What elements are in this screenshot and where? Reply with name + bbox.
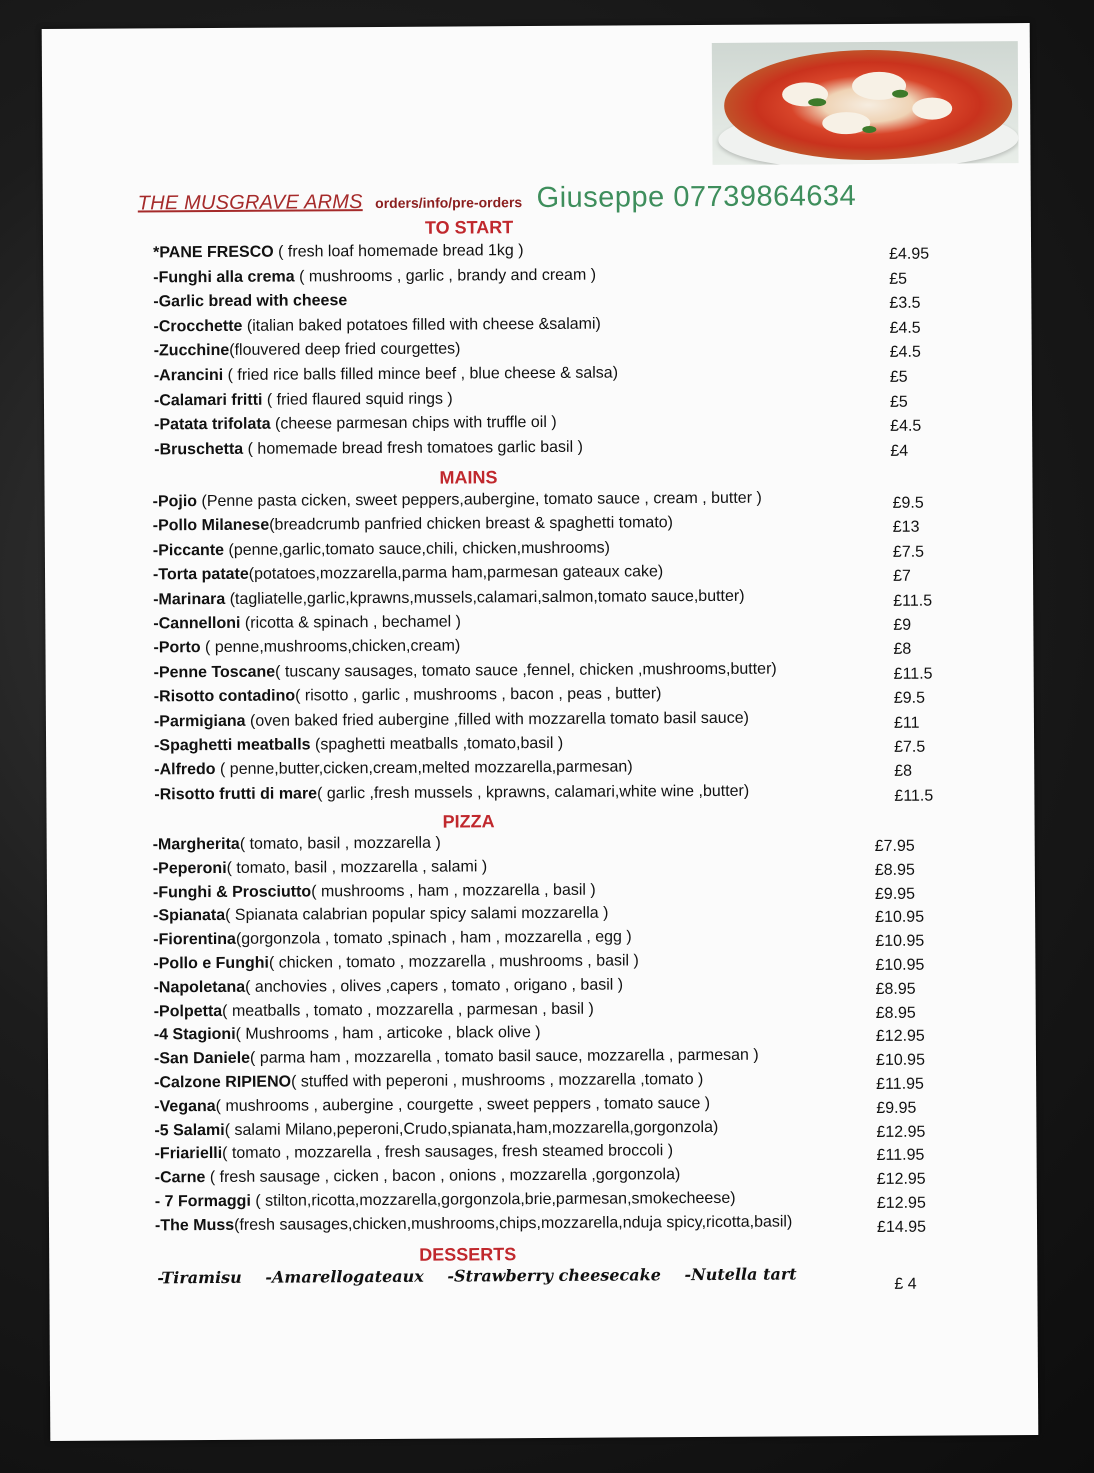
menu-item [154,439,583,460]
menu-item [153,315,600,336]
menu-item-price: £10.95 [875,932,925,951]
menu-item-name: -San Daniele [153,1049,251,1068]
menu-item [153,835,441,855]
menu-item-name: -Calamari fritti [153,391,263,409]
menu-item-price: £11.95 [876,1075,924,1093]
menu-item [153,929,632,950]
dessert-list [157,1264,814,1287]
menu-item [154,685,662,706]
menu-item-price: £11.5 [893,665,933,683]
menu-item-description: ( mushrooms , ham , mozzarella , basil ) [311,881,596,900]
menu-item [154,414,557,434]
menu-item-description: ( tomato, basil , mozzarella ) [239,834,441,853]
menu-item-name: -Polpetta [153,1002,223,1020]
menu-item [154,1095,710,1116]
menu-item [154,759,633,780]
menu-item-price: £5 [889,393,908,411]
menu-item [153,266,596,287]
menu-item-price: £11 [893,714,920,732]
menu-item-description: ( risotto , garlic , mushrooms , bacon , peas , butter) [295,685,662,705]
menu-item [153,638,460,658]
menu-item [153,515,673,536]
dessert-item: -Strawberry cheesecake [447,1265,661,1286]
menu-item-name: -Calzone RIPIENO [154,1073,292,1092]
menu-item-description: ( fried rice balls filled mince beef , blue cheese & salsa) [223,364,619,384]
menu-item-price: £7 [893,567,911,586]
menu-item [154,365,618,386]
menu-item-price: £9.95 [874,885,916,903]
menu-item-description: ( meatballs , tomato , mozzarella , parmesan , basil ) [222,1000,594,1020]
menu-item-name: -Spianata [153,907,226,925]
menu-item-price: £4 [890,442,909,460]
menu-item-price: £10.95 [875,909,925,927]
menu-item-price: £8 [894,763,913,781]
menu-item-price: £8.95 [875,1004,916,1022]
menu-item-description: ( stuffed with peperoni , mushrooms , mozzarella ,tomato ) [290,1071,704,1091]
menu-item-price: £12.95 [876,1194,926,1212]
menu-item-price: £11.95 [876,1147,925,1165]
menu-item-description: (fresh sausages,chicken,mushrooms,chips,mozzarella,nduja spicy,ricotta,basil) [234,1213,793,1234]
menu-item-description: (penne,garlic,tomato sauce,chili, chicken,mushrooms) [223,539,611,559]
menu-item [154,735,563,755]
dessert-item: -Tiramisu [157,1267,242,1288]
basil-leaf [808,98,826,106]
dessert-item: -Nutella tart [684,1264,797,1285]
menu-item-name: -Alfredo [154,761,216,779]
menu-item-name: -Crocchette [153,317,243,336]
menu-item [153,292,347,311]
cheese-blob [912,97,952,119]
menu-item-price: £3.5 [889,294,921,313]
menu-item [153,858,487,878]
menu-item-description: ( Mushrooms , ham , articoke , black olive ) [235,1024,541,1044]
menu-item-price: £10.95 [875,1051,926,1070]
menu-item-name: -Porto [153,639,201,657]
menu-item [153,539,610,560]
menu-item-price: £10.95 [875,956,925,974]
menu-item-price: £4.5 [889,344,921,362]
menu-item [154,1024,541,1044]
menu-item-price: £11.5 [893,592,933,610]
menu-item-name: -Bruschetta [154,440,244,459]
menu-item-description: ( anchovies , olives ,capers , tomato , origano , basil ) [245,976,624,996]
menu-item-name: -Risotto contadino [153,687,296,706]
menu-item-description: ( tomato, basil , mozzarella , salami ) [226,858,488,877]
menu-item-name: - 7 Formaggi [154,1192,251,1211]
menu-item-name: -Friarielli [154,1145,223,1163]
menu-item-description: ( penne,butter,cicken,cream,melted mozzarella,parmesan) [215,758,633,779]
menu-sheet [42,23,1039,1441]
menu-item-price: £7.5 [894,738,926,756]
menu-item-description: (italian baked potatoes filled with cheese &salami) [242,315,601,335]
menu-item-description: ( mushrooms , garlic , brandy and cream ) [294,266,597,286]
menu-item [155,1213,792,1235]
menu-item-description: ( homemade bread fresh tomatoes garlic basil ) [243,438,583,458]
menu-item [153,881,596,902]
menu-item-description: ( garlic ,fresh mussels , kprawns, calamari,white wine ,butter) [316,782,750,803]
menu-item-price: £9.95 [876,1099,917,1117]
menu-item-description: ( tomato , mozzarella , fresh sausages, fresh steamed broccoli ) [222,1142,674,1163]
menu-item-description: ( parma ham , mozzarella , tomato basil sauce, mozzarella , parmesan ) [249,1046,759,1067]
menu-item-description: (oven baked fried aubergine ,filled with mozzarella tomato basil sauce) [245,709,749,730]
menu-item-name: -Pojio [152,493,198,511]
menu-item [153,242,524,262]
menu-item-name: -Margherita [152,835,240,854]
menu-item-name: -Fiorentina [153,931,236,949]
menu-item-name: -Vegana [154,1097,216,1116]
menu-item-description: ( fresh sausage , cicken , bacon , onions , mozzarella ,gorgonzola) [205,1166,681,1187]
menu-item-description: (gorgonzola , tomato ,spinach , ham , mozzarella , egg ) [235,928,632,949]
menu-item-description: ( fresh loaf homemade bread 1kg ) [273,242,524,261]
header [138,180,857,217]
menu-item-name: -Pollo Milanese [152,517,270,535]
menu-item-description: (ricotta & spinach , bechamel ) [240,613,462,632]
menu-item-name: -4 Stagioni [153,1026,236,1044]
menu-item-price: £14.95 [876,1218,927,1236]
menu-item-name: -Zucchine [153,342,230,360]
menu-item-name: -Peperoni [152,859,227,878]
menu-item-description: (potatoes,mozzarella,parma ham,parmesan gateaux cake) [248,563,664,583]
menu-item-price: £8.95 [874,861,915,879]
menu-item [154,1071,703,1092]
menu-item-description: (tagliatelle,garlic,kprawns,mussels,calamari,salmon,tomato sauce,butter) [225,587,745,608]
menu-item-price: £5 [889,368,908,386]
restaurant-name: THE MUSGRAVE ARMS [137,191,363,215]
section-title-mains: MAINS [439,467,498,488]
menu-item-name: -Marinara [153,590,226,608]
menu-item-name: -Napoletana [153,978,246,997]
menu-item-price: £8.95 [875,980,916,998]
menu-item [153,490,762,512]
dessert-price: £ 4 [894,1275,917,1293]
menu-item [154,1119,718,1140]
phone-contact: Giuseppe 07739864634 [536,180,857,215]
orders-label: orders/info/pre-orders [375,194,523,211]
menu-item [153,952,639,973]
menu-item-price: £5 [889,270,908,288]
menu-item-description: ( penne,mushrooms,chicken,cream) [200,637,461,657]
menu-item-price: £4.95 [889,245,930,263]
menu-item-price: £4.5 [890,417,922,436]
menu-item-description: (flouvered deep fried courgettes) [229,340,461,360]
menu-item [155,1190,736,1212]
menu-item-description: ( salami Milano,peperoni,Crudo,spianata,ham,mozzarella,gorgonzola) [224,1118,719,1139]
dessert-item: -Amarellogateaux [265,1266,424,1287]
menu-item-name: -Cannelloni [153,614,241,633]
menu-item-price: £11.5 [894,787,934,805]
menu-item-price: £9.5 [893,689,925,708]
menu-item-price: £12.95 [876,1170,926,1189]
pizza-photo [712,41,1019,165]
menu-item [154,976,624,997]
menu-item [154,709,749,731]
menu-item [153,587,744,609]
menu-item-description: ( tuscany sausages, tomato sauce ,fennel, chicken ,mushrooms,butter) [275,660,777,681]
menu-item [154,390,453,410]
section-title-desserts: DESSERTS [419,1244,517,1265]
menu-item-price: £12.95 [876,1123,926,1141]
menu-item-description: ( chicken , tomato , mozzarella , mushrooms , basil ) [268,952,639,972]
menu-item-price: £8 [893,641,912,659]
menu-item [153,905,608,926]
menu-item-price: £4.5 [889,319,921,337]
menu-item-description: ( Spianata calabrian popular spicy salami mozzarella ) [225,904,609,925]
menu-item-name: -Risotto frutti di mare [154,785,318,804]
menu-item-description: ( stilton,ricotta,mozzarella,gorgonzola,brie,parmesan,smokecheese) [250,1189,736,1210]
menu-item-price: £9.5 [892,494,924,512]
menu-item [154,1000,594,1021]
menu-item-price: £12.95 [875,1028,925,1046]
menu-item-name: -Pollo e Funghi [153,954,270,973]
menu-item-name: -Penne Toscane [153,663,276,682]
menu-item-name: -Parmigiana [153,712,246,730]
basil-leaf [892,90,908,98]
menu-item-price: £9 [893,616,912,634]
menu-item-name: -Arancini [153,366,224,385]
menu-item-name: -Piccante [152,541,225,560]
menu-item-description: (breadcrumb panfried chicken breast & spaghetti tomato) [269,514,674,535]
menu-item-price: £13 [892,519,920,537]
menu-item [154,660,777,682]
menu-item-name: -5 Salami [154,1121,225,1139]
menu-item [153,563,663,584]
menu-item-price: £7.95 [874,837,915,855]
menu-item-description: (cheese parmesan chips with truffle oil ) [270,414,557,433]
menu-item-name: -Funghi & Prosciutto [152,882,312,901]
section-title-pizza: PIZZA [442,811,495,832]
menu-item-name: *PANE FRESCO [153,243,274,262]
menu-item [154,341,461,361]
menu-item-description: (Penne pasta cicken, sweet peppers,aubergine, tomato sauce , cream , butter ) [196,489,762,511]
menu-item-name: -Carne [154,1169,206,1187]
menu-item-name: -Torta patate [152,565,249,584]
menu-item-name: -Funghi alla crema [153,268,295,286]
menu-item-description: ( mushrooms , aubergine , courgette , sweet peppers , tomato sauce ) [215,1094,711,1115]
menu-item-price: £7.5 [892,543,925,561]
section-title-start: TO START [424,217,514,238]
menu-item [154,1047,759,1069]
menu-item [153,613,461,633]
menu-item-name: -The Muss [154,1216,235,1235]
menu-item-description: (spaghetti meatballs ,tomato,basil ) [310,734,564,754]
menu-item [154,783,749,805]
menu-item [155,1143,674,1164]
menu-item-name: -Spaghetti meatballs [154,736,311,755]
menu-item-description: ( fried flaured squid rings ) [262,390,453,409]
menu-item-name: -Garlic bread with cheese [153,292,348,311]
menu-item [155,1166,681,1187]
menu-item-name: -Patata trifolata [154,415,271,434]
basil-leaf [862,126,876,133]
